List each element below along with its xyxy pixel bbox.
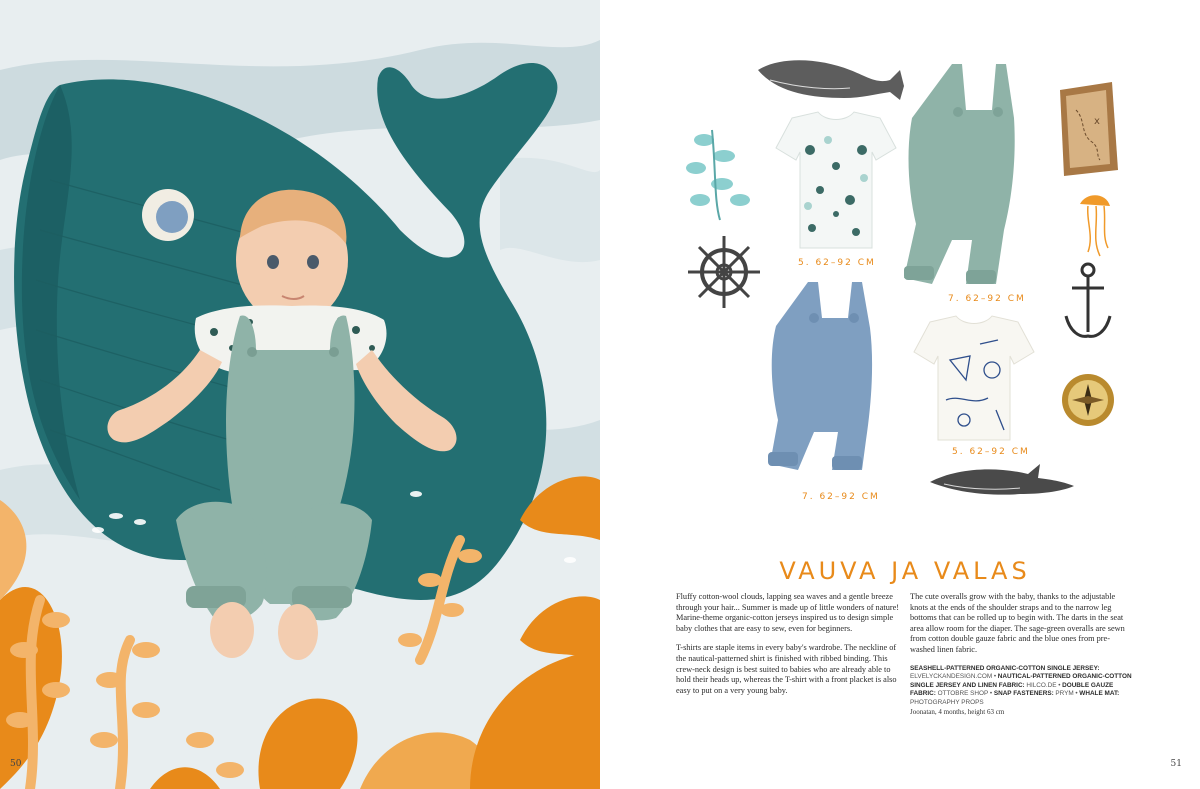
treasure-map-icon: [1060, 82, 1118, 176]
jellyfish-icon: [1080, 195, 1110, 256]
credit-nautical-label: NAUTICAL-PATTERNED ORGANIC-COTTON SINGLE JERSEY AND LINEN FABRIC:: [910, 673, 1132, 689]
credit-mat-label: WHALE MAT:: [1079, 690, 1120, 698]
credit-separator: •: [1075, 690, 1078, 698]
overalls-paragraph: The cute overalls grow with the baby, thanks to the adjustable knots at the ends of the shoulder straps and to the narrow leg bottoms that can be rolled up to begin with. The darts in the seat area allow room for the diaper. The sage-green overalls are sewn from cotton double gauze fabric and the blue ones from pre-washed linen fabric.: [910, 592, 1125, 654]
ship-wheel-icon: [688, 236, 760, 308]
credit-separator: •: [989, 690, 993, 698]
materials-credits: [910, 665, 1134, 718]
credit-mat-source: PHOTOGRAPHY PROPS: [910, 698, 984, 706]
article-title: VAUVA JA VALAS: [779, 557, 1031, 586]
size-label-blue-overalls: 7. 62–92 CM: [802, 492, 880, 502]
credit-gauze-source: OTTOBRE SHOP: [937, 690, 989, 698]
anchor-icon: [1066, 264, 1110, 336]
size-label-green-overalls: 7. 62–92 CM: [948, 294, 1026, 304]
dolphin-engraving-icon: [930, 464, 1074, 495]
size-label-nautical-shirt: 5. 62–92 CM: [952, 447, 1030, 457]
compass-icon: [1062, 374, 1114, 426]
size-label-seashell-shirt: 5. 62–92 CM: [798, 258, 876, 268]
page-number-right: 51: [1170, 759, 1182, 769]
credit-seashell-label: SEASHELL-PATTERNED ORGANIC-COTTON SINGLE JERSEY:: [910, 664, 1100, 672]
page-number-left: 50: [10, 759, 22, 769]
nautical-tshirt: [914, 316, 1034, 440]
teal-seaweed-icon: [686, 130, 750, 220]
credit-snap-source: PRYM: [1055, 690, 1074, 698]
credit-nautical-source: HILCO.DE: [1026, 681, 1057, 689]
tshirt-paragraph: T-shirts are staple items in every baby's wardrobe. The neckline of the nautical-patterned shirt is finished with ribbed binding. This crew-neck design is best suited to babies who are already able to hold their heads up, whereas the T-shirt with a front placket is also easy to put on a very young baby.: [676, 643, 897, 695]
sage-green-overalls: [904, 64, 1015, 284]
right-page: [600, 0, 1200, 789]
seashell-tshirt: [776, 112, 896, 248]
credit-separator: •: [993, 673, 997, 681]
credit-seashell-source: ELVELYCKANDESIGN.COM: [910, 673, 993, 681]
text-column-2: [910, 592, 1134, 717]
whale-engraving-icon: [758, 60, 904, 100]
blue-linen-overalls: [768, 282, 872, 470]
credit-gauze-label: DOUBLE GAUZE FABRIC:: [910, 681, 1114, 698]
text-column-1: [676, 592, 900, 705]
intro-paragraph: Fluffy cotton-wool clouds, lapping sea waves and a gentle breeze through your hair... Summer is made up of little wonders of nature! Marine-theme organic-cotton jerseys inspired us to design simple baby clothes that are easy to sew, even for beginners.: [676, 592, 900, 633]
credit-separator: •: [1058, 681, 1061, 689]
model-caption: Joonatan, 4 months, height 63 cm: [910, 707, 1005, 716]
svg-text:x: x: [1094, 116, 1100, 127]
credit-snap-label: SNAP FASTENERS:: [993, 690, 1054, 698]
